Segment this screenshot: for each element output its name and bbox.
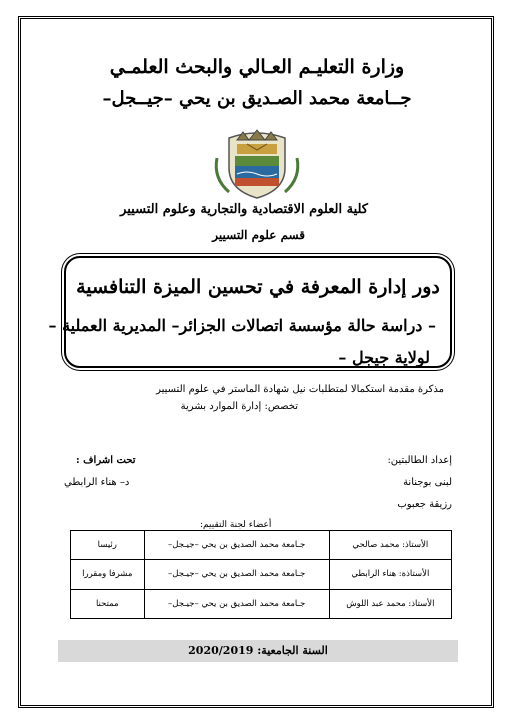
student-name: لبنى بوجنانة bbox=[403, 477, 452, 488]
institution-cell: جـامعة محمد الصديق بن يحي –جيـجل– bbox=[144, 531, 329, 560]
member-cell: الأستاذ: محمد صالحي bbox=[329, 531, 451, 560]
memo-statement: مذكرة مقدمة استكمالا لمتطلبات نيل شهادة الماستر في علوم التسيير bbox=[156, 384, 444, 395]
department-name: قسم علوم التسيير bbox=[212, 228, 305, 242]
academic-year: السنة الجامعية: 2020/2019 bbox=[58, 640, 458, 662]
institution-cell: جـامعة محمد الصديق بن يحي –جيـجل– bbox=[144, 560, 329, 589]
institution-cell: جـامعة محمد الصديق بن يحي –جيـجل– bbox=[144, 589, 329, 618]
university-seal-icon bbox=[207, 128, 307, 200]
faculty-name: كلية العلوم الاقتصادية والتجارية وعلوم التسيير bbox=[120, 202, 368, 217]
supervisor-name: د– هناء الرابطي bbox=[64, 477, 130, 488]
students-label: إعداد الطالبتين: bbox=[387, 455, 452, 466]
thesis-title: دور إدارة المعرفة في تحسين الميزة التنافسية bbox=[76, 276, 440, 298]
student-name: رزيقة جعبوب bbox=[397, 499, 452, 510]
supervision-label: تحت اشراف : bbox=[76, 455, 136, 466]
role-cell: ممتحنا bbox=[71, 589, 145, 618]
member-cell: الأستاذة: هناء الرابطي bbox=[329, 560, 451, 589]
table-row bbox=[71, 531, 452, 560]
university-title: جــامعة محمد الصـديق بن يحي –جيــجل– bbox=[102, 88, 412, 109]
role-cell: رئيسا bbox=[71, 531, 145, 560]
table-row bbox=[71, 560, 452, 589]
table-row bbox=[71, 589, 452, 618]
role-cell: مشرفا ومقررا bbox=[71, 560, 145, 589]
committee-label: أعضاء لجنة التقييم: bbox=[200, 520, 272, 530]
thesis-subtitle-cont: لولاية جيجل – bbox=[338, 348, 430, 367]
member-cell: الأستاذ: محمد عبد اللوش bbox=[329, 589, 451, 618]
committee-table bbox=[70, 530, 452, 619]
specialty: تخصص: إدارة الموارد بشرية bbox=[180, 401, 298, 412]
ministry-title: وزارة التعليـم العـالي والبحث العلمـي bbox=[109, 56, 405, 78]
university-seal bbox=[207, 128, 307, 200]
thesis-subtitle: – دراسة حالة مؤسسة اتصالات الجزائر– المديرية العملية – bbox=[48, 316, 436, 335]
